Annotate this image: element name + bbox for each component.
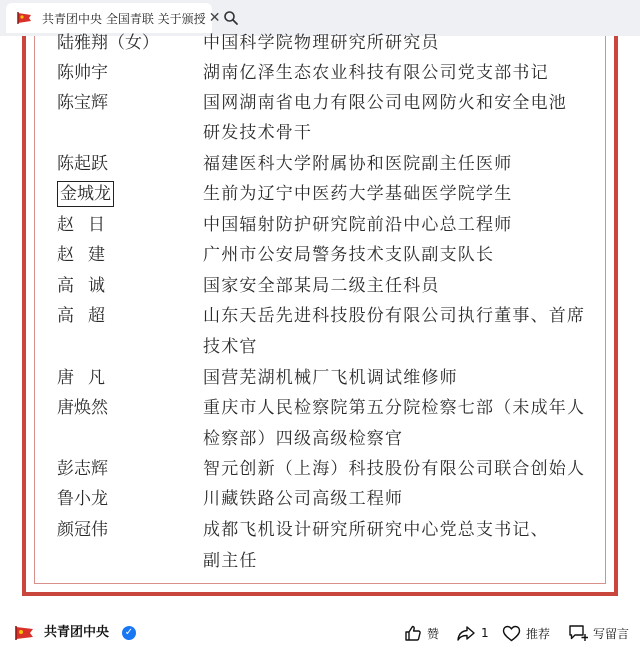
comment-label: 写留言 [593, 626, 630, 641]
honoree-title: 中国辐射防护研究院前沿中心总工程师 [203, 215, 513, 235]
list-row-continuation [35, 118, 605, 148]
honoree-title: 成都飞机设计研究所研究中心党总支书记、 [203, 520, 549, 540]
league-flag-icon [14, 625, 36, 641]
honoree-title: 中国科学院物理研究所研究员 [203, 33, 440, 53]
like-button[interactable] [404, 622, 439, 644]
share-arrow-icon [456, 624, 476, 642]
honoree-title: 重庆市人民检察院第五分院检察七部（未成年人 [203, 398, 586, 418]
share-count: 1 [481, 626, 489, 640]
honoree-title: 国营芜湖机械厂飞机调试维修师 [203, 368, 458, 388]
share-button[interactable] [456, 622, 489, 644]
list-row [35, 58, 605, 88]
list-row-continuation [35, 546, 605, 576]
recommend-label: 推荐 [526, 626, 551, 641]
verified-badge-icon: ✓ [122, 626, 136, 640]
honoree-title-continued: 副主任 [203, 551, 258, 571]
heart-icon [502, 625, 521, 642]
list-row [35, 149, 605, 179]
honoree-title: 国网湖南省电力有限公司电网防火和安全电池 [203, 93, 567, 113]
list-row [35, 301, 605, 331]
honoree-name: 赵建 [57, 245, 119, 265]
tab-title: 共青团中央 全国青联 关于颁授 [42, 11, 206, 26]
list-row [35, 28, 605, 58]
list-row [35, 393, 605, 423]
honoree-title: 川藏铁路公司高级工程师 [203, 489, 404, 509]
list-row-continuation [35, 332, 605, 362]
list-row [35, 363, 605, 393]
honoree-name: 赵日 [57, 215, 119, 235]
honoree-name: 彭志辉 [57, 459, 108, 479]
honoree-name: 唐焕然 [57, 398, 108, 418]
honoree-title: 生前为辽宁中医药大学基础医学院学生 [203, 184, 513, 204]
honoree-title: 智元创新（上海）科技股份有限公司联合创始人 [203, 459, 586, 479]
list-row [35, 88, 605, 118]
honoree-title: 山东天岳先进科技股份有限公司执行董事、首席 [203, 306, 586, 326]
list-row [35, 271, 605, 301]
list-row [35, 210, 605, 240]
honoree-title-continued: 技术官 [203, 337, 258, 357]
thumbs-up-icon [404, 624, 422, 642]
honoree-name: 陈宝辉 [57, 93, 108, 113]
honoree-name: 鲁小龙 [57, 489, 108, 509]
document-inner-border [34, 33, 606, 584]
list-row [35, 179, 605, 209]
comment-button[interactable] [568, 622, 629, 644]
honoree-name: 唐凡 [57, 368, 119, 388]
document-frame [22, 33, 618, 596]
honoree-name: 高超 [57, 306, 119, 326]
list-row-continuation [35, 424, 605, 454]
honoree-title: 国家安全部某局二级主任科员 [203, 276, 440, 296]
list-row [35, 454, 605, 484]
honoree-name: 颜冠伟 [57, 520, 108, 540]
honoree-name-highlighted [57, 179, 197, 209]
honoree-title: 广州市公安局警务技术支队副支队长 [203, 245, 495, 265]
close-tab-icon[interactable]: ✕ [208, 10, 221, 26]
honoree-title: 福建医科大学附属协和医院副主任医师 [203, 154, 513, 174]
honoree-name: 陆雅翔（女） [57, 33, 159, 53]
list-row [35, 515, 605, 545]
like-label: 赞 [427, 626, 440, 641]
post-action-bar [0, 610, 640, 655]
honoree-title-continued: 研发技术骨干 [203, 123, 313, 143]
list-row [35, 240, 605, 270]
author-name[interactable]: 共青团中央 [44, 625, 110, 640]
honoree-name: 陈帅宇 [57, 63, 108, 83]
comment-add-icon [568, 624, 588, 642]
league-flag-icon [16, 11, 34, 25]
highlight-box: 金城龙 [57, 181, 114, 207]
honoree-name: 高诚 [57, 276, 119, 296]
recommend-button[interactable] [502, 622, 550, 644]
honoree-name: 陈起跃 [57, 154, 108, 174]
honoree-title-continued: 检察部）四级高级检察官 [203, 429, 404, 449]
honoree-title: 湖南亿泽生态农业科技有限公司党支部书记 [203, 63, 549, 83]
list-row [35, 484, 605, 514]
